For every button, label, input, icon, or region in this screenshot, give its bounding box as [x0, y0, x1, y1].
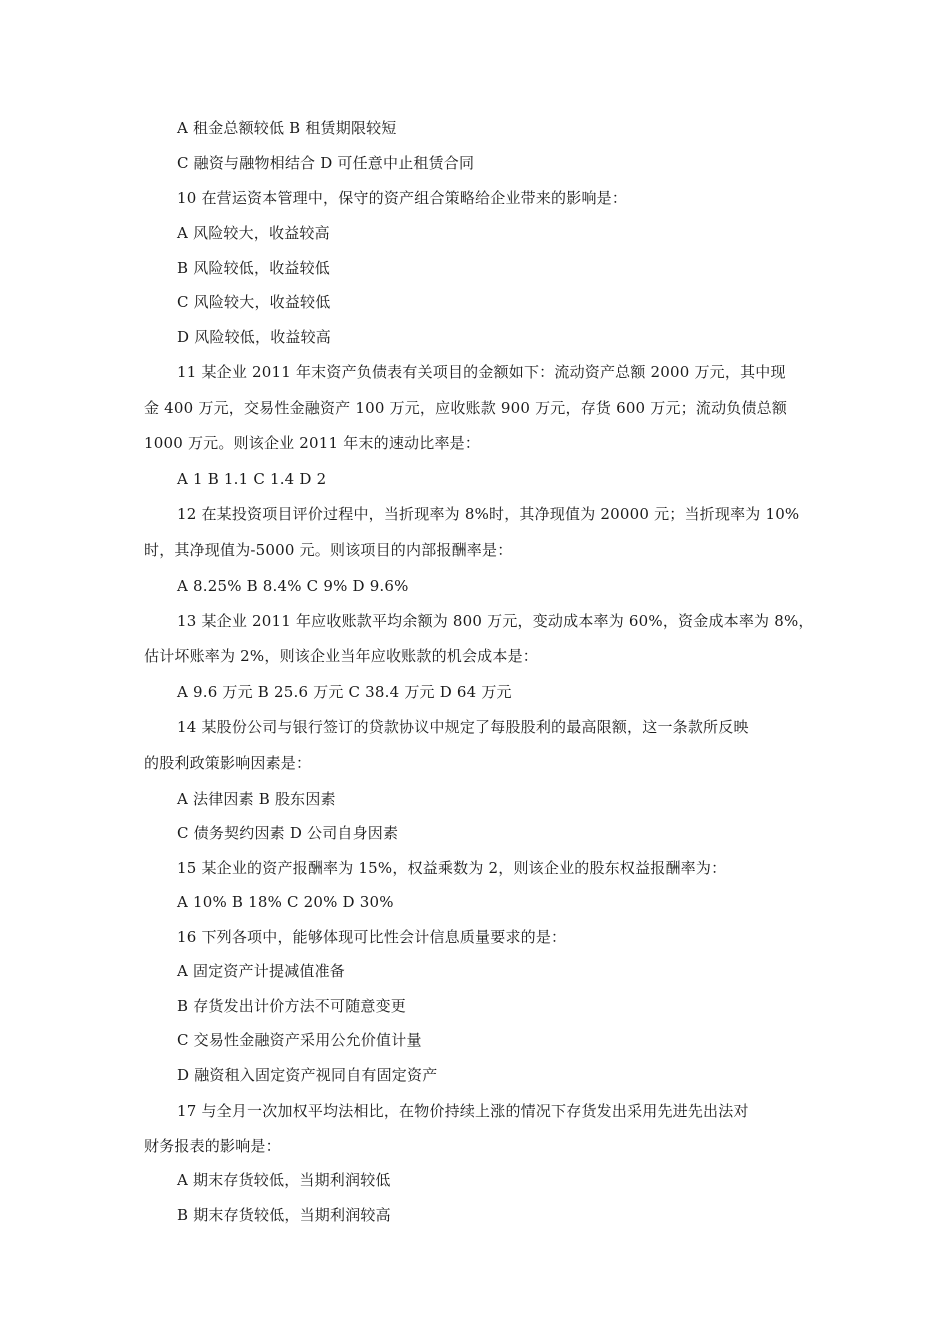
- question-12-line-2: 时，其净现值为-5000 元。则该项目的内部报酬率是：: [144, 541, 513, 559]
- option-line-q10-d: D 风险较低，收益较高: [177, 328, 331, 346]
- question-11-line-2: 金 400 万元，交易性金融资产 100 万元，应收账款 900 万元，存货 600 万元；流动负债总额: [144, 399, 788, 417]
- question-14-line-1: 14 某股份公司与银行签订的贷款协议中规定了每股股利的最高限额，这一条款所反映: [177, 718, 749, 736]
- question-14-line-2: 的股利政策影响因素是：: [144, 754, 312, 772]
- question-12-line-1: 12 在某投资项目评价过程中，当折现率为 8%时，其净现值为 20000 元；当折现率为 10%: [177, 505, 800, 523]
- option-line-q16-a: A 固定资产计提减值准备: [177, 962, 346, 980]
- option-line-q12: A 8.25% B 8.4% C 9% D 9.6%: [177, 577, 409, 595]
- option-line-q10-b: B 风险较低，收益较低: [177, 259, 330, 277]
- option-line-q9-ab: A 租金总额较低 B 租赁期限较短: [177, 119, 397, 137]
- option-line-q13: A 9.6 万元 B 25.6 万元 C 38.4 万元 D 64 万元: [177, 683, 512, 701]
- option-line-q9-cd: C 融资与融物相结合 D 可任意中止租赁合同: [177, 154, 475, 172]
- question-17-line-2: 财务报表的影响是：: [144, 1137, 281, 1155]
- option-line-q10-a: A 风险较大，收益较高: [177, 224, 330, 242]
- question-10: 10 在营运资本管理中，保守的资产组合策略给企业带来的影响是：: [177, 189, 628, 207]
- question-11-line-3: 1000 万元。则该企业 2011 年末的速动比率是：: [144, 434, 481, 452]
- option-line-q17-a: A 期末存货较低，当期利润较低: [177, 1171, 391, 1189]
- question-13-line-2: 估计坏账率为 2%，则该企业当年应收账款的机会成本是：: [144, 647, 538, 665]
- option-line-q14-ab: A 法律因素 B 股东因素: [177, 790, 336, 808]
- option-line-q11: A 1 B 1.1 C 1.4 D 2: [177, 470, 327, 488]
- option-line-q15: A 10% B 18% C 20% D 30%: [177, 893, 394, 911]
- option-line-q16-b: B 存货发出计价方法不可随意变更: [177, 997, 406, 1015]
- option-line-q14-cd: C 债务契约因素 D 公司自身因素: [177, 824, 399, 842]
- option-line-q17-b: B 期末存货较低，当期利润较高: [177, 1206, 391, 1224]
- question-13-line-1: 13 某企业 2011 年应收账款平均余额为 800 万元，变动成本率为 60%，资金成本率为 8%，: [177, 612, 814, 630]
- question-17-line-1: 17 与全月一次加权平均法相比，在物价持续上涨的情况下存货发出采用先进先出法对: [177, 1102, 749, 1120]
- question-15: 15 某企业的资产报酬率为 15%，权益乘数为 2，则该企业的股东权益报酬率为：: [177, 859, 727, 877]
- question-16: 16 下列各项中，能够体现可比性会计信息质量要求的是：: [177, 928, 567, 946]
- option-line-q16-d: D 融资租入固定资产视同自有固定资产: [177, 1066, 438, 1084]
- option-line-q16-c: C 交易性金融资产采用公允价值计量: [177, 1031, 422, 1049]
- question-11-line-1: 11 某企业 2011 年末资产负债表有关项目的金额如下：流动资产总额 2000 万元，其中现: [177, 363, 786, 381]
- option-line-q10-c: C 风险较大，收益较低: [177, 293, 331, 311]
